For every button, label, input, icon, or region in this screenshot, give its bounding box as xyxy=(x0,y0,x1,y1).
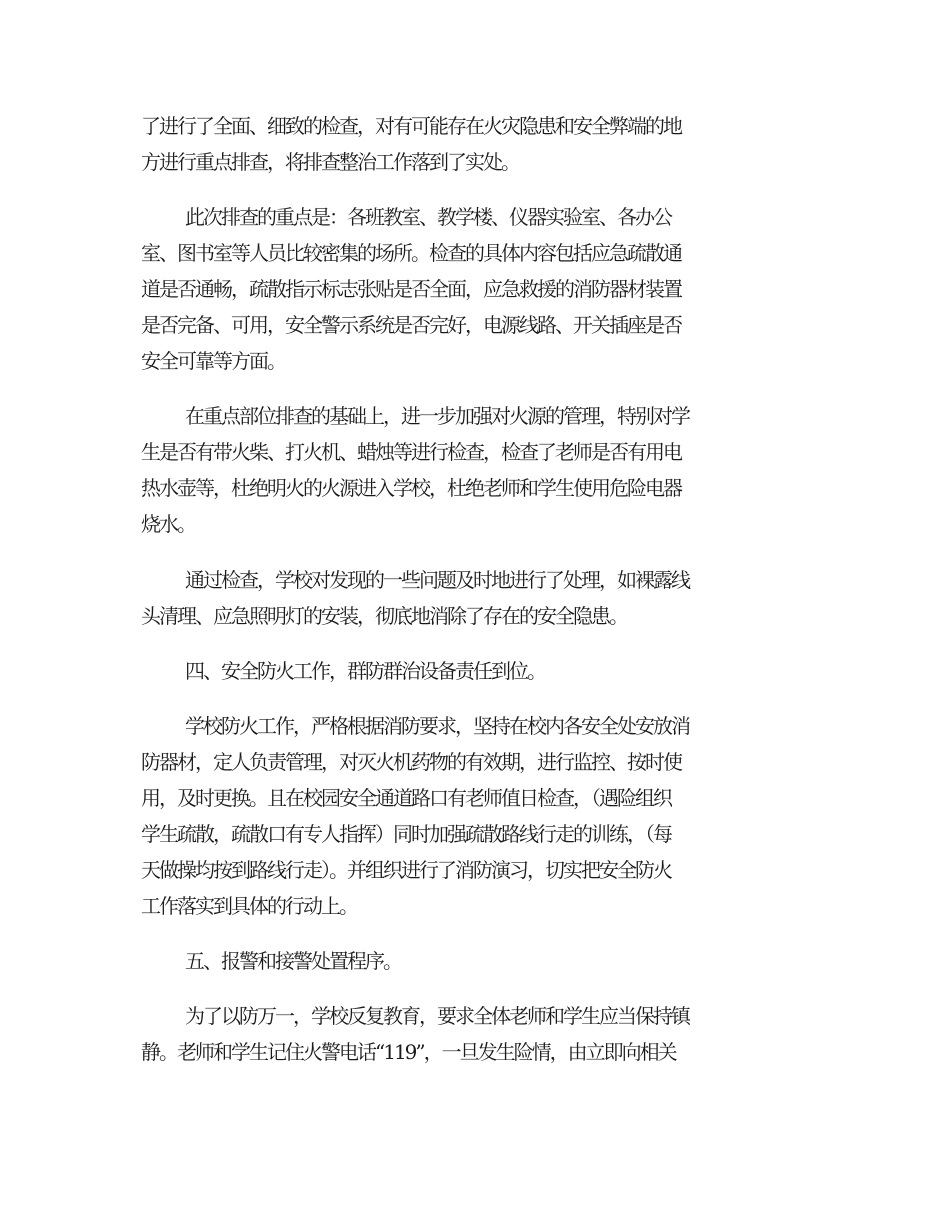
text-line: 安全可靠等方面。 xyxy=(141,349,285,373)
paragraph-first-line: 为了以防万一，学校反复教育，要求全体老师和学生应当保持镇 xyxy=(185,1004,689,1028)
text-line: 头清理、应急照明灯的安装，彻底地消除了存在的安全隐患。 xyxy=(141,604,627,628)
text-line: 静。老师和学生记住火警电话“119”，一旦发生险情，由立即向相关 xyxy=(141,1040,676,1064)
text-line: 生是否有带火柴、打火机、蜡烛等进行检查，检查了老师是否有用电 xyxy=(141,440,681,464)
section-heading: 五、报警和接警处置程序。 xyxy=(185,949,401,973)
text-line: 烧水。 xyxy=(141,512,195,536)
text-line: 室、图书室等人员比较密集的场所。检查的具体内容包括应急疏散通 xyxy=(141,241,681,265)
text-line: 了进行了全面、细致的检查，对有可能存在火灾隐患和安全弊端的地 xyxy=(141,114,681,138)
text-line: 道是否通畅，疏散指示标志张贴是否全面，应急救援的消防器材装置 xyxy=(141,277,681,301)
text-line: 工作落实到具体的行动上。 xyxy=(141,894,357,918)
text-line: 防器材，定人负责管理，对灭火机药物的有效期，进行监控、按时使 xyxy=(141,750,681,774)
text-line: 天做操均按到路线行走）。并组织进行了消防演习，切实把安全防火 xyxy=(141,858,671,882)
text-line: 热水壶等，杜绝明火的火源进入学校，杜绝老师和学生使用危险电器 xyxy=(141,476,681,500)
paragraph-first-line: 在重点部位排查的基础上，进一步加强对火源的管理，特别对学 xyxy=(185,404,689,428)
paragraph-first-line: 通过检查，学校对发现的一些问题及时地进行了处理，如裸露线 xyxy=(185,568,689,592)
text-line: 方进行重点排查，将排查整治工作落到了实处。 xyxy=(141,150,519,174)
paragraph-first-line: 此次排查的重点是：各班教室、教学楼、仪器实验室、各办公 xyxy=(185,205,671,229)
text-line: 学生疏散，疏散口有专人指挥）同时加强疏散路线行走的训练，（每 xyxy=(141,822,671,846)
section-heading: 四、安全防火工作，群防群治设备责任到位。 xyxy=(185,659,545,683)
text-line: 是否完备、可用，安全警示系统是否完好，电源线路、开关插座是否 xyxy=(141,313,681,337)
text-line: 用，及时更换。且在校园安全通道路口有老师值日检查，（遇险组织 xyxy=(141,786,671,810)
paragraph-first-line: 学校防火工作，严格根据消防要求，坚持在校内各安全处安放消 xyxy=(185,714,689,738)
